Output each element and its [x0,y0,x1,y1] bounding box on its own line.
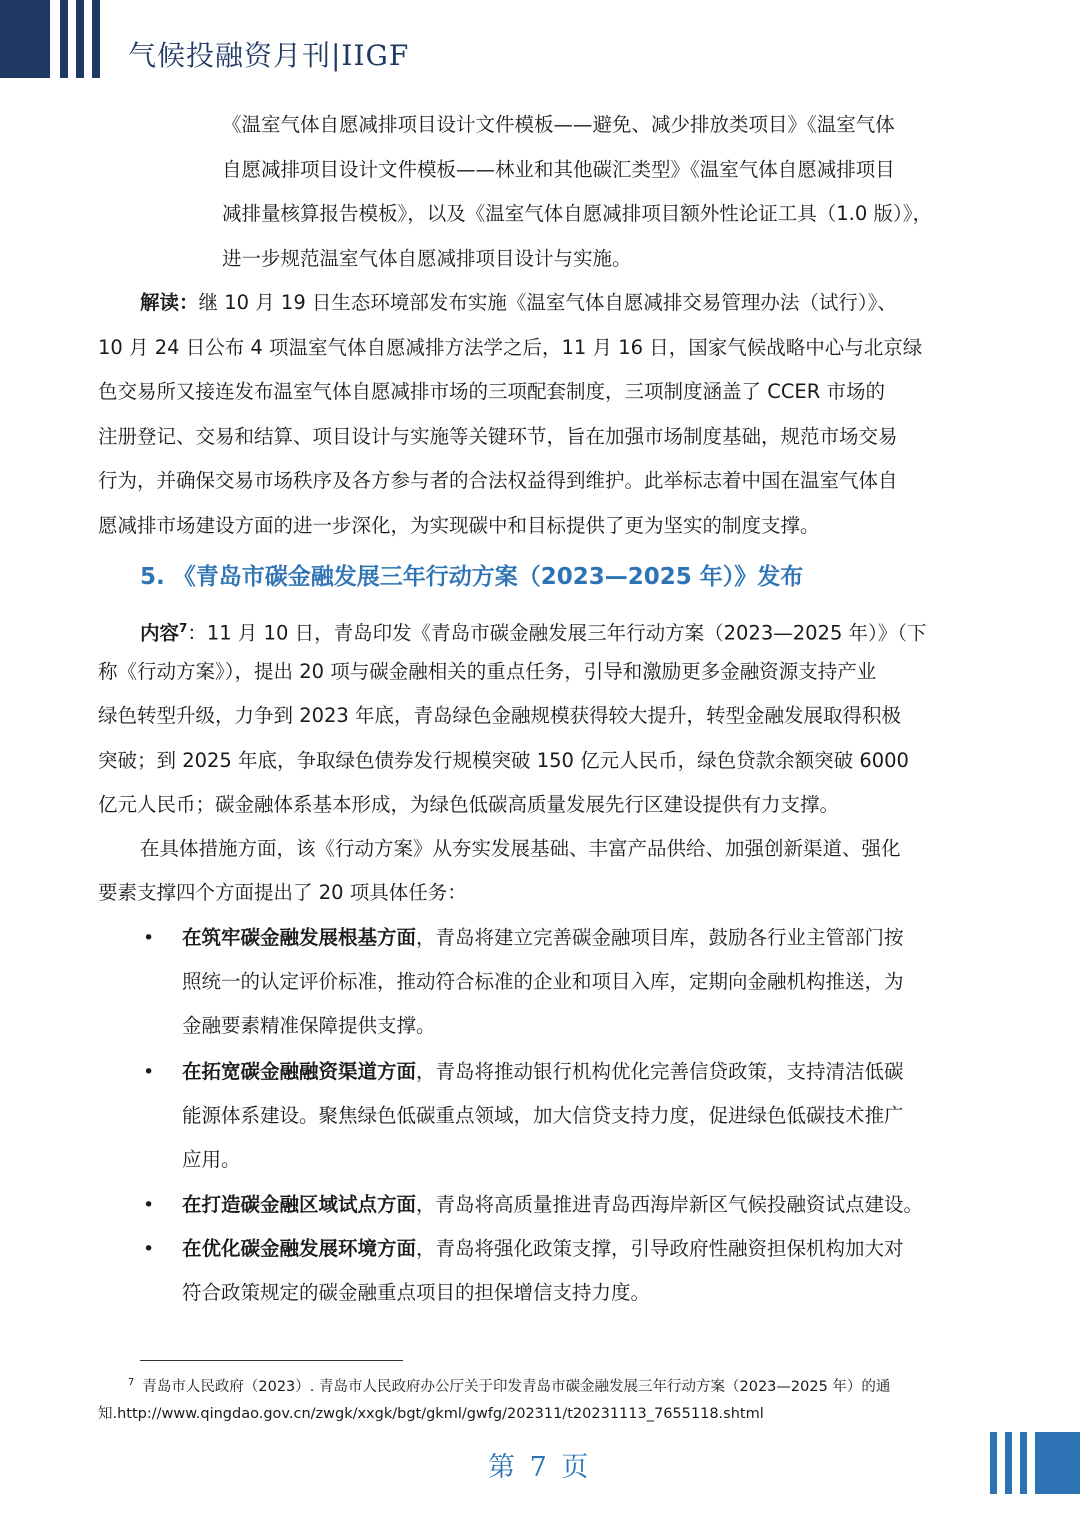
footnote-text: 青岛市人民政府（2023）. 青岛市人民政府办公厅关于印发青岛市碳金融发展三年行动方案（2023—2025 年）的通 [142,1379,891,1395]
analysis-line: 注册登记、交易和结算、项目设计与实施等关键环节，旨在加强市场制度基础，规范市场交易 [98,425,898,448]
bullet-dot: • [143,927,155,949]
header-title: 气候投融资月刊|IIGF [128,39,410,72]
page-number: 第 7 页 [488,1452,592,1483]
bullet-line: 应用。 [182,1148,241,1171]
bullet-text: ，青岛将高质量推进青岛西海岸新区气候投融资试点建设。 [416,1193,924,1216]
analysis-label: 解读： [140,291,199,314]
footnote-number: 7 [128,1377,135,1388]
bullet-item [182,1227,904,1272]
analysis-line: 行为，并确保交易市场秩序及各方参与者的合法权益得到维护。此举标志着中国在温室气体自 [98,469,898,492]
section-heading: 5. 《青岛市碳金融发展三年行动方案（2023—2025 年）》发布 [140,564,804,590]
bullet-text: ，青岛将建立完善碳金融项目库，鼓励各行业主管部门按 [416,926,904,949]
bullet-line: 照统一的认定评价标准，推动符合标准的企业和项目入库，定期向金融机构推送，为 [182,970,904,993]
bullet-line: 符合政策规定的碳金融重点项目的担保增信支持力度。 [182,1281,651,1304]
bullet-dot: • [143,1238,155,1260]
header-bar [0,0,50,78]
footnote-divider [140,1360,403,1361]
intro-line: 自愿减排项目设计文件模板——林业和其他碳汇类型》《温室气体自愿减排项目 [222,158,895,181]
footer-bar [1035,1432,1080,1494]
measures-line: 在具体措施方面，该《行动方案》从夯实发展基础、丰富产品供给、加强创新渠道、强化 [140,837,901,860]
content-line: 称《行动方案》），提出 20 项与碳金融相关的重点任务，引导和激励更多金融资源支持产业 [98,660,877,683]
footnote-ref: 7 [179,621,188,635]
bullet-item [182,1183,923,1228]
intro-line: 减排量核算报告模板》，以及《温室气体自愿减排项目额外性论证工具（1.0 版）》， [222,202,932,225]
analysis-first-line [140,281,897,326]
analysis-line: 愿减排市场建设方面的进一步深化，为实现碳中和目标提供了更为坚实的制度支撑。 [98,514,820,537]
intro-line: 进一步规范温室气体自愿减排项目设计与实施。 [222,247,632,270]
bullet-title: 在筑牢碳金融发展根基方面 [182,926,417,949]
bullet-title: 在拓宽碳金融融资渠道方面 [182,1060,417,1083]
analysis-line: 色交易所又接连发布温室气体自愿减排市场的三项配套制度，三项制度涵盖了 CCER 市场的 [98,380,885,403]
header-bar [60,0,68,78]
bullet-line: 金融要素精准保障提供支撑。 [182,1014,436,1037]
bullet-item [182,916,904,961]
content-text: ：11 月 10 日，青岛印发《青岛市碳金融发展三年行动方案（2023—2025 年）》（下 [187,621,927,645]
bullet-item [182,1050,904,1095]
content-line: 绿色转型升级，力争到 2023 年底，青岛绿色金融规模获得较大提升，转型金融发展取得积极 [98,704,902,727]
bullet-title: 在优化碳金融发展环境方面 [182,1237,417,1260]
intro-line: 《温室气体自愿减排项目设计文件模板——避免、减少排放类项目》《温室气体 [222,113,895,136]
bullet-text: ，青岛将推动银行机构优化完善信贷政策，支持清洁低碳 [416,1060,904,1083]
content-first-line [140,606,927,656]
content-line: 亿元人民币；碳金融体系基本形成，为绿色低碳高质量发展先行区建设提供有力支撑。 [98,793,840,816]
footer-bar [1020,1432,1027,1494]
bullet-dot: • [143,1061,155,1083]
footnote-link[interactable]: 知.http://www.qingdao.gov.cn/zwgk/xxgk/bgt/gkml/gwfg/202311/t20231113_7655118.shtml [98,1406,764,1422]
content-line: 突破；到 2025 年底，争取绿色债券发行规模突破 150 亿元人民币，绿色贷款余额突破 6000 [98,749,909,772]
footer-bar [990,1432,997,1494]
footer-bar [1005,1432,1012,1494]
bullet-title: 在打造碳金融区域试点方面 [182,1193,417,1216]
bullet-text: ，青岛将强化政策支撑，引导政府性融资担保机构加大对 [416,1237,904,1260]
analysis-line: 10 月 24 日公布 4 项温室气体自愿减排方法学之后，11 月 16 日，国家气候战略中心与北京绿 [98,336,923,359]
bullet-line: 能源体系建设。聚焦绿色低碳重点领域，加大信贷支持力度，促进绿色低碳技术推广 [182,1104,904,1127]
analysis-text: 继 10 月 19 日生态环境部发布实施《温室气体自愿减排交易管理办法（试行）》、 [198,291,897,314]
bullet-dot: • [143,1194,155,1216]
measures-line: 要素支撑四个方面提出了 20 项具体任务： [98,881,467,904]
header-bar [76,0,84,78]
header-bar [92,0,100,78]
content-label: 内容 [140,621,180,645]
